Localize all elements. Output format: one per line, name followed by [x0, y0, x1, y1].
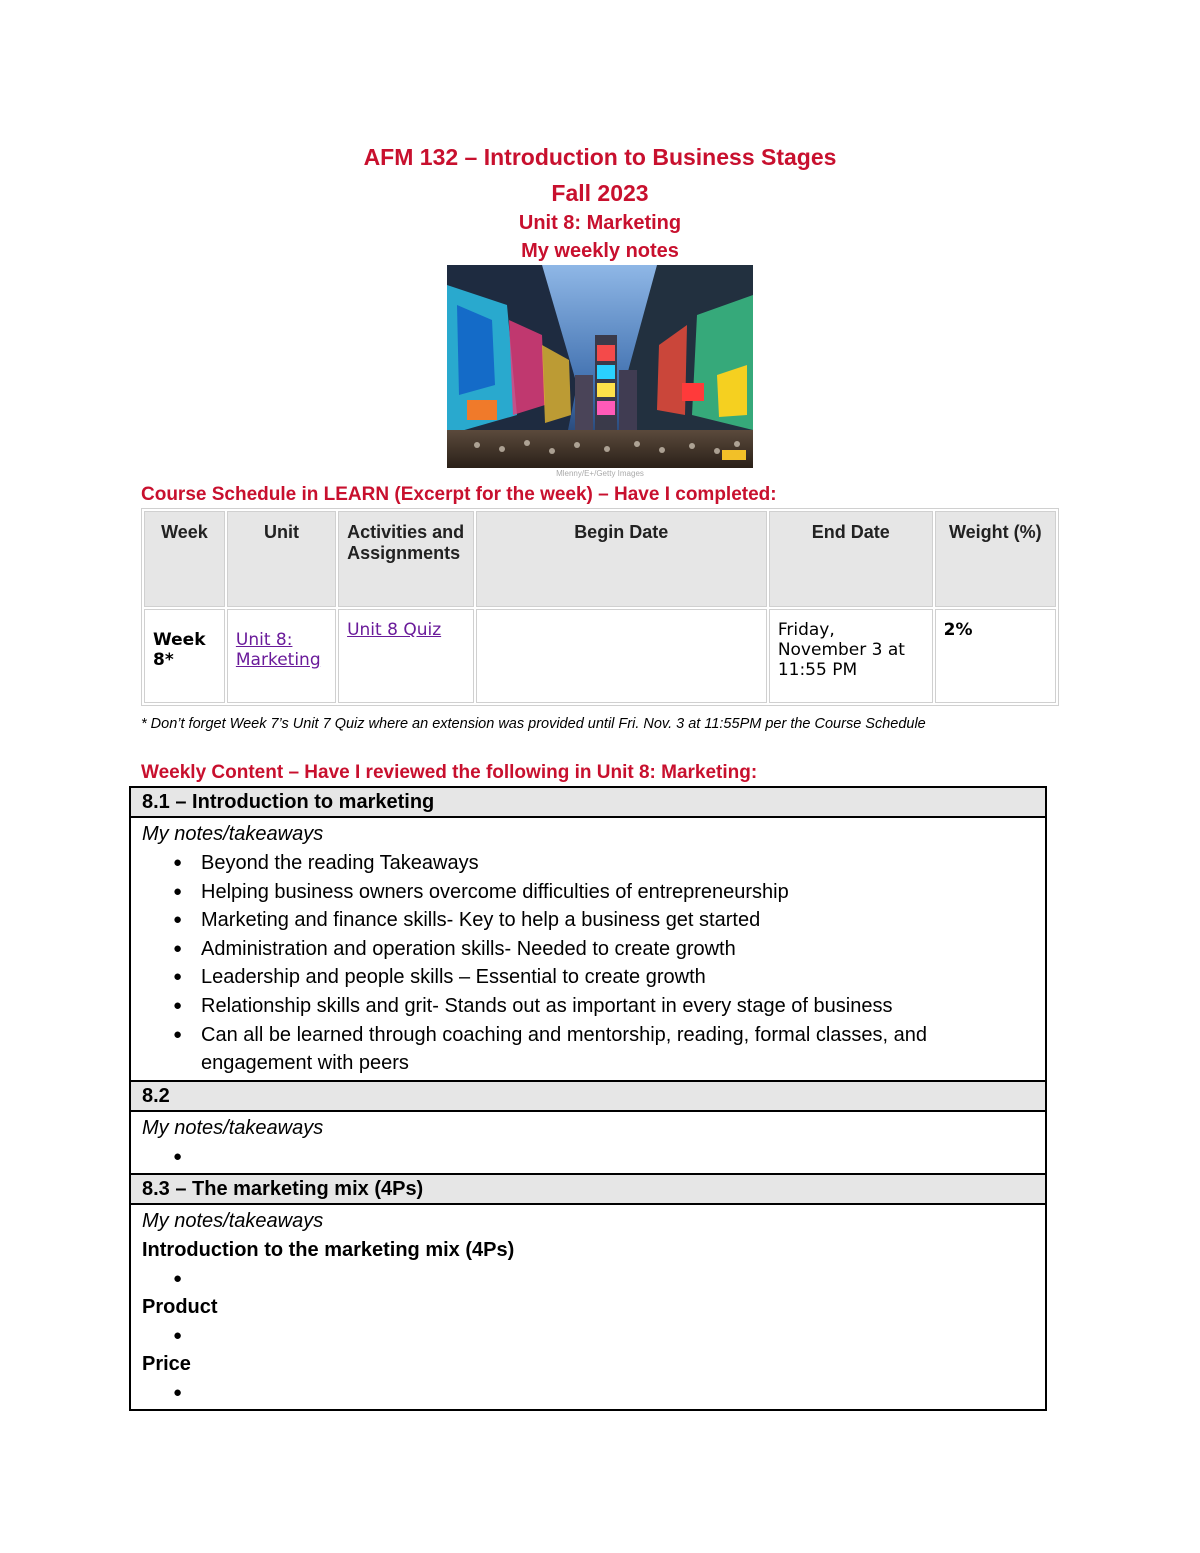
section-8-1-title: 8.1 – Introduction to marketing — [131, 788, 1045, 818]
notes-label: My notes/takeaways — [142, 1209, 324, 1232]
list-item[interactable] — [142, 1322, 1034, 1350]
list-item: ● Marketing and finance skills- Key to help a business get started — [142, 906, 1034, 935]
cell-end: Friday, November 3 at 11:55 PM — [769, 609, 933, 703]
cell-activity — [338, 609, 474, 703]
times-square-photo — [447, 265, 753, 468]
cell-week — [144, 609, 225, 703]
cell-weight: 2% — [935, 609, 1056, 703]
list-item: ● Leadership and people skills – Essential to create growth — [142, 963, 1034, 992]
weekly-heading: Weekly Content – Have I reviewed the following in Unit 8: Marketing: — [141, 762, 758, 783]
cell-unit — [227, 609, 336, 703]
notes-label: My notes/takeaways — [142, 1116, 324, 1139]
subheading-marketing-mix: Introduction to the marketing mix (4Ps) — [142, 1238, 515, 1261]
course-title: AFM 132 – Introduction to Business Stages — [363, 144, 837, 170]
col-week: Week — [144, 511, 225, 607]
list-item: ● Helping business owners overcome difficulties of entrepreneurship — [142, 878, 1034, 907]
col-weight: Weight (%) — [935, 511, 1056, 607]
list-item[interactable] — [142, 1265, 1034, 1293]
col-end-date: End Date — [769, 511, 933, 607]
subheading-product: Product — [142, 1295, 218, 1318]
section-8-2-body — [131, 1112, 1045, 1175]
section-8-1-body — [131, 818, 1045, 1082]
list-item: ● Relationship skills and grit- Stands out as important in every stage of business — [142, 992, 1034, 1021]
list-item[interactable] — [142, 1143, 1034, 1171]
section-8-3-title: 8.3 – The marketing mix (4Ps) — [131, 1175, 1045, 1205]
takeaways-list — [142, 849, 1034, 1078]
extension-note: * Don’t forget Week 7’s Unit 7 Quiz where an extension was provided until Fri. Nov. 3 at 11:55PM per the Course Schedule — [141, 716, 926, 732]
list-item[interactable] — [142, 1379, 1034, 1407]
list-item: ● Administration and operation skills- Needed to create growth — [142, 935, 1034, 964]
section-8-3-body — [131, 1205, 1045, 1409]
subheading-price: Price — [142, 1352, 191, 1375]
col-unit: Unit — [227, 511, 336, 607]
takeaways-list — [142, 1379, 1034, 1407]
schedule-header-row — [144, 511, 1056, 607]
col-activities: Activities and Assignments — [338, 511, 474, 607]
takeaways-list — [142, 1143, 1034, 1171]
unit-title: Unit 8: Marketing — [518, 212, 682, 234]
unit-link[interactable]: Unit 8: Marketing — [235, 630, 321, 670]
schedule-heading: Course Schedule in LEARN (Excerpt for the week) – Have I completed: — [141, 484, 777, 505]
term-title: Fall 2023 — [551, 180, 649, 206]
notes-label: My notes/takeaways — [142, 823, 324, 845]
table-row — [144, 609, 1056, 703]
week-value: Week 8* — [153, 630, 206, 670]
quiz-link[interactable]: Unit 8 Quiz — [347, 620, 442, 640]
list-item: ● Can all be learned through coaching and mentorship, reading, formal classes, and engagement with peers — [142, 1021, 1034, 1078]
list-item: ● Beyond the reading Takeaways — [142, 849, 1034, 878]
section-8-2-title: 8.2 — [131, 1082, 1045, 1112]
subtitle: My weekly notes — [521, 240, 679, 262]
image-caption: Mlenny/E+/Getty Images — [556, 469, 644, 478]
col-begin-date: Begin Date — [476, 511, 767, 607]
takeaways-list — [142, 1265, 1034, 1293]
weekly-content-table — [129, 786, 1047, 1411]
takeaways-list — [142, 1322, 1034, 1350]
schedule-table — [141, 508, 1059, 706]
cell-begin — [476, 609, 767, 703]
